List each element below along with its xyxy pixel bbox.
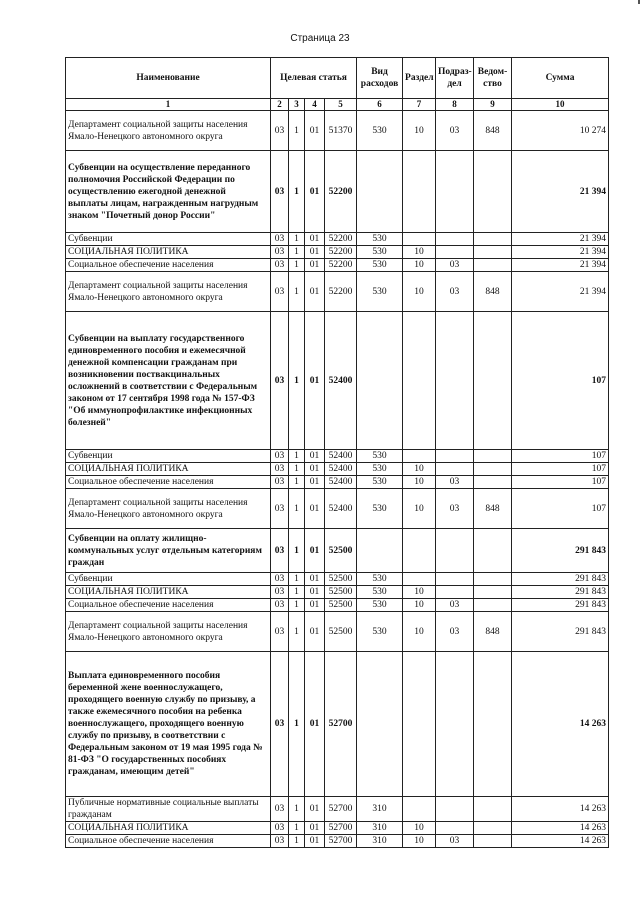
cell-target-part-3: 01: [305, 586, 325, 599]
cell-target-part-3: 01: [305, 822, 325, 835]
cell-target-part-4: 52500: [325, 612, 357, 652]
cell-subsection: [436, 312, 474, 450]
column-number-row: [66, 99, 609, 111]
column-number: 9: [474, 99, 512, 111]
cell-target-part-2: 1: [289, 822, 305, 835]
cell-name: Публичные нормативные социальные выплаты гражданам: [66, 797, 271, 822]
page-number: Страница 23: [290, 33, 350, 44]
cell-target-part-4: 52500: [325, 573, 357, 586]
cell-name: Субвенции на выплату государственного единовременного пособия и ежемесячной денежной компенсации гражданам при возникновении поствакцинальных осложнений в соответствии с Федеральным законом от 17 сентября 1998 года № 157-ФЗ "Об иммунопрофилактике инфекционных болезней": [66, 312, 271, 450]
cell-target-part-1: 03: [271, 529, 289, 573]
cell-target-part-2: 1: [289, 529, 305, 573]
cell-amount: 14 263: [512, 835, 609, 848]
cell-department: [474, 463, 512, 476]
cell-name: Субвенции: [66, 233, 271, 246]
cell-amount: 107: [512, 463, 609, 476]
cell-target-part-2: 1: [289, 797, 305, 822]
table-row: [66, 797, 609, 822]
cell-expense-type: 530: [357, 599, 403, 612]
cell-subsection: [436, 797, 474, 822]
table-row: [66, 489, 609, 529]
cell-target-part-2: 1: [289, 151, 305, 233]
cell-expense-type: 530: [357, 259, 403, 272]
table-row: [66, 573, 609, 586]
cell-target-part-3: 01: [305, 246, 325, 259]
cell-subsection: [436, 450, 474, 463]
header-department: Ведом-ство: [474, 58, 512, 99]
header-name: Наименование: [66, 58, 271, 99]
cell-section: [403, 573, 436, 586]
cell-section: [403, 652, 436, 797]
cell-target-part-4: 52200: [325, 272, 357, 312]
cell-target-part-4: 52200: [325, 233, 357, 246]
cell-department: 848: [474, 272, 512, 312]
cell-target-part-4: 52200: [325, 246, 357, 259]
cell-section: 10: [403, 259, 436, 272]
cell-target-part-1: 03: [271, 476, 289, 489]
cell-department: [474, 233, 512, 246]
column-number: 4: [305, 99, 325, 111]
cell-amount: 291 843: [512, 599, 609, 612]
cell-expense-type: 530: [357, 612, 403, 652]
cell-target-part-3: 01: [305, 272, 325, 312]
cell-section: 10: [403, 586, 436, 599]
table-row: [66, 612, 609, 652]
cell-target-part-4: 52500: [325, 599, 357, 612]
cell-amount: 10 274: [512, 111, 609, 151]
cell-expense-type: 530: [357, 111, 403, 151]
cell-section: 10: [403, 612, 436, 652]
column-number: 1: [66, 99, 271, 111]
cell-target-part-2: 1: [289, 612, 305, 652]
cell-subsection: 03: [436, 272, 474, 312]
header-subsection: Подраз-дел: [436, 58, 474, 99]
cell-target-part-1: 03: [271, 233, 289, 246]
cell-target-part-1: 03: [271, 151, 289, 233]
column-number: 2: [271, 99, 289, 111]
table-row: [66, 272, 609, 312]
cell-name: СОЦИАЛЬНАЯ ПОЛИТИКА: [66, 586, 271, 599]
cell-amount: 21 394: [512, 233, 609, 246]
column-number: 7: [403, 99, 436, 111]
cell-expense-type: 310: [357, 797, 403, 822]
table-row: [66, 463, 609, 476]
cell-subsection: 03: [436, 476, 474, 489]
cell-department: [474, 822, 512, 835]
cell-amount: 291 843: [512, 573, 609, 586]
cell-subsection: 03: [436, 111, 474, 151]
header-expense-type: Вид расходов: [357, 58, 403, 99]
cell-target-part-3: 01: [305, 259, 325, 272]
cell-section: 10: [403, 111, 436, 151]
cell-department: [474, 797, 512, 822]
cell-target-part-1: 03: [271, 652, 289, 797]
cell-subsection: [436, 246, 474, 259]
cell-amount: 107: [512, 312, 609, 450]
cell-target-part-4: 52200: [325, 259, 357, 272]
cell-subsection: [436, 822, 474, 835]
header-section: Раздел: [403, 58, 436, 99]
cell-section: 10: [403, 599, 436, 612]
cell-name: СОЦИАЛЬНАЯ ПОЛИТИКА: [66, 246, 271, 259]
cell-target-part-3: 01: [305, 151, 325, 233]
table-row: [66, 450, 609, 463]
cell-amount: 291 843: [512, 529, 609, 573]
cell-target-part-3: 01: [305, 797, 325, 822]
cell-target-part-2: 1: [289, 463, 305, 476]
cell-department: [474, 450, 512, 463]
cell-target-part-1: 03: [271, 312, 289, 450]
cell-target-part-4: 52400: [325, 312, 357, 450]
cell-target-part-3: 01: [305, 652, 325, 797]
table-row: [66, 529, 609, 573]
cell-target-part-2: 1: [289, 111, 305, 151]
cell-expense-type: 530: [357, 233, 403, 246]
cell-department: [474, 259, 512, 272]
cell-amount: 107: [512, 450, 609, 463]
table-row: [66, 259, 609, 272]
cell-section: 10: [403, 246, 436, 259]
cell-expense-type: [357, 652, 403, 797]
table-row: [66, 111, 609, 151]
cell-target-part-1: 03: [271, 573, 289, 586]
cell-target-part-3: 01: [305, 463, 325, 476]
cell-subsection: 03: [436, 259, 474, 272]
cell-amount: 107: [512, 476, 609, 489]
column-number: 5: [325, 99, 357, 111]
cell-amount: 21 394: [512, 246, 609, 259]
cell-target-part-3: 01: [305, 476, 325, 489]
cell-target-part-2: 1: [289, 652, 305, 797]
cell-subsection: 03: [436, 489, 474, 529]
cell-target-part-1: 03: [271, 822, 289, 835]
cell-target-part-3: 01: [305, 612, 325, 652]
cell-subsection: [436, 463, 474, 476]
cell-amount: 21 394: [512, 259, 609, 272]
cell-department: [474, 586, 512, 599]
cell-expense-type: 310: [357, 835, 403, 848]
cell-target-part-2: 1: [289, 246, 305, 259]
cell-department: [474, 835, 512, 848]
cell-amount: 21 394: [512, 272, 609, 312]
cell-expense-type: [357, 151, 403, 233]
cell-section: 10: [403, 476, 436, 489]
cell-target-part-4: 52700: [325, 835, 357, 848]
cell-name: Социальное обеспечение населения: [66, 259, 271, 272]
cell-target-part-3: 01: [305, 573, 325, 586]
cell-target-part-2: 1: [289, 573, 305, 586]
cell-target-part-3: 01: [305, 529, 325, 573]
cell-department: 848: [474, 489, 512, 529]
cell-target-part-4: 52500: [325, 529, 357, 573]
cell-amount: 21 394: [512, 151, 609, 233]
table-row: [66, 652, 609, 797]
cell-section: [403, 529, 436, 573]
cell-department: [474, 599, 512, 612]
cell-target-part-1: 03: [271, 272, 289, 312]
cell-target-part-1: 03: [271, 586, 289, 599]
cell-target-part-1: 03: [271, 797, 289, 822]
cell-expense-type: 530: [357, 246, 403, 259]
cell-target-part-1: 03: [271, 259, 289, 272]
column-number: 10: [512, 99, 609, 111]
cell-amount: 291 843: [512, 586, 609, 599]
cell-target-part-3: 01: [305, 111, 325, 151]
cell-subsection: 03: [436, 599, 474, 612]
cell-subsection: 03: [436, 612, 474, 652]
cell-expense-type: 530: [357, 272, 403, 312]
cell-target-part-2: 1: [289, 476, 305, 489]
cell-target-part-1: 03: [271, 111, 289, 151]
cell-department: [474, 529, 512, 573]
cell-expense-type: 530: [357, 450, 403, 463]
cell-section: [403, 312, 436, 450]
cell-target-part-2: 1: [289, 259, 305, 272]
cell-target-part-2: 1: [289, 450, 305, 463]
header-target-article: Целевая статья: [271, 58, 357, 99]
cell-subsection: [436, 652, 474, 797]
table-row: [66, 246, 609, 259]
cell-amount: 14 263: [512, 652, 609, 797]
cell-section: [403, 151, 436, 233]
cell-target-part-1: 03: [271, 463, 289, 476]
cell-target-part-4: 51370: [325, 111, 357, 151]
cell-subsection: [436, 586, 474, 599]
cell-subsection: 03: [436, 835, 474, 848]
cell-expense-type: 310: [357, 822, 403, 835]
cell-target-part-4: 52700: [325, 652, 357, 797]
cell-name: Социальное обеспечение населения: [66, 835, 271, 848]
cell-section: 10: [403, 463, 436, 476]
cell-amount: 14 263: [512, 822, 609, 835]
cell-expense-type: 530: [357, 476, 403, 489]
cell-name: Субвенции на осуществление переданного полномочия Российской Федерации по осуществлению ежегодной денежной выплаты лицам, награжденным нагрудным знаком "Почетный донор России": [66, 151, 271, 233]
cell-target-part-1: 03: [271, 612, 289, 652]
cell-expense-type: [357, 312, 403, 450]
cell-name: Субвенции: [66, 450, 271, 463]
cell-target-part-3: 01: [305, 599, 325, 612]
table-row: [66, 835, 609, 848]
table-row: [66, 586, 609, 599]
cell-name: СОЦИАЛЬНАЯ ПОЛИТИКА: [66, 822, 271, 835]
cell-name: Департамент социальной защиты населения Ямало-Ненецкого автономного округа: [66, 612, 271, 652]
cell-target-part-2: 1: [289, 312, 305, 450]
cell-target-part-1: 03: [271, 489, 289, 529]
cell-section: [403, 233, 436, 246]
cell-name: СОЦИАЛЬНАЯ ПОЛИТИКА: [66, 463, 271, 476]
cell-amount: 291 843: [512, 612, 609, 652]
cell-target-part-1: 03: [271, 450, 289, 463]
cell-section: 10: [403, 272, 436, 312]
cell-target-part-1: 03: [271, 835, 289, 848]
cell-target-part-2: 1: [289, 835, 305, 848]
cell-expense-type: 530: [357, 463, 403, 476]
column-number: 8: [436, 99, 474, 111]
cell-expense-type: [357, 529, 403, 573]
cell-target-part-3: 01: [305, 835, 325, 848]
cell-amount: 14 263: [512, 797, 609, 822]
header-amount: Сумма: [512, 58, 609, 99]
cell-name: Департамент социальной защиты населения Ямало-Ненецкого автономного округа: [66, 489, 271, 529]
cell-expense-type: 530: [357, 573, 403, 586]
cell-department: [474, 573, 512, 586]
cell-expense-type: 530: [357, 489, 403, 529]
cell-target-part-2: 1: [289, 586, 305, 599]
cell-target-part-2: 1: [289, 233, 305, 246]
table-row: [66, 822, 609, 835]
cell-target-part-3: 01: [305, 450, 325, 463]
column-number: 6: [357, 99, 403, 111]
cell-target-part-2: 1: [289, 489, 305, 529]
cell-target-part-1: 03: [271, 246, 289, 259]
cell-section: 10: [403, 822, 436, 835]
cell-department: 848: [474, 111, 512, 151]
cell-target-part-4: 52500: [325, 586, 357, 599]
table-row: [66, 233, 609, 246]
cell-name: Субвенции на оплату жилищно-коммунальных услуг отдельным категориям граждан: [66, 529, 271, 573]
cell-department: [474, 652, 512, 797]
cell-target-part-1: 03: [271, 599, 289, 612]
cell-target-part-4: 52700: [325, 797, 357, 822]
cell-target-part-2: 1: [289, 272, 305, 312]
cell-target-part-4: 52400: [325, 489, 357, 529]
cell-name: Субвенции: [66, 573, 271, 586]
table-row: [66, 476, 609, 489]
cell-department: [474, 246, 512, 259]
column-number: 3: [289, 99, 305, 111]
cell-section: 10: [403, 489, 436, 529]
cell-target-part-4: 52400: [325, 463, 357, 476]
cell-name: Департамент социальной защиты населения Ямало-Ненецкого автономного округа: [66, 272, 271, 312]
cell-subsection: [436, 529, 474, 573]
cell-target-part-4: 52700: [325, 822, 357, 835]
budget-table: [65, 57, 609, 848]
cell-name: Социальное обеспечение населения: [66, 476, 271, 489]
cell-name: Социальное обеспечение населения: [66, 599, 271, 612]
cell-name: Департамент социальной защиты населения Ямало-Ненецкого автономного округа: [66, 111, 271, 151]
cell-section: 10: [403, 835, 436, 848]
cell-amount: 107: [512, 489, 609, 529]
cell-name: Выплата единовременного пособия беременной жене военнослужащего, проходящего военную службу по призыву, а также ежемесячного пособия на ребенка военнослужащего, проходящего военную службу по призыву, в соответствии с Федеральным законом от 19 мая 1995 года № 81-ФЗ "О государственных пособиях гражданам, имеющим детей": [66, 652, 271, 797]
cell-expense-type: 530: [357, 586, 403, 599]
table-row: [66, 151, 609, 233]
cell-department: [474, 312, 512, 450]
cell-department: 848: [474, 612, 512, 652]
cell-department: [474, 151, 512, 233]
cell-target-part-4: 52400: [325, 450, 357, 463]
cell-section: [403, 450, 436, 463]
cell-section: [403, 797, 436, 822]
cell-target-part-3: 01: [305, 233, 325, 246]
cell-target-part-4: 52400: [325, 476, 357, 489]
cell-target-part-4: 52200: [325, 151, 357, 233]
cell-target-part-3: 01: [305, 489, 325, 529]
cell-target-part-2: 1: [289, 599, 305, 612]
cell-target-part-3: 01: [305, 312, 325, 450]
cell-department: [474, 476, 512, 489]
cell-subsection: [436, 151, 474, 233]
table-header-row: [66, 58, 609, 99]
cell-subsection: [436, 573, 474, 586]
table-row: [66, 312, 609, 450]
table-row: [66, 599, 609, 612]
cell-subsection: [436, 233, 474, 246]
